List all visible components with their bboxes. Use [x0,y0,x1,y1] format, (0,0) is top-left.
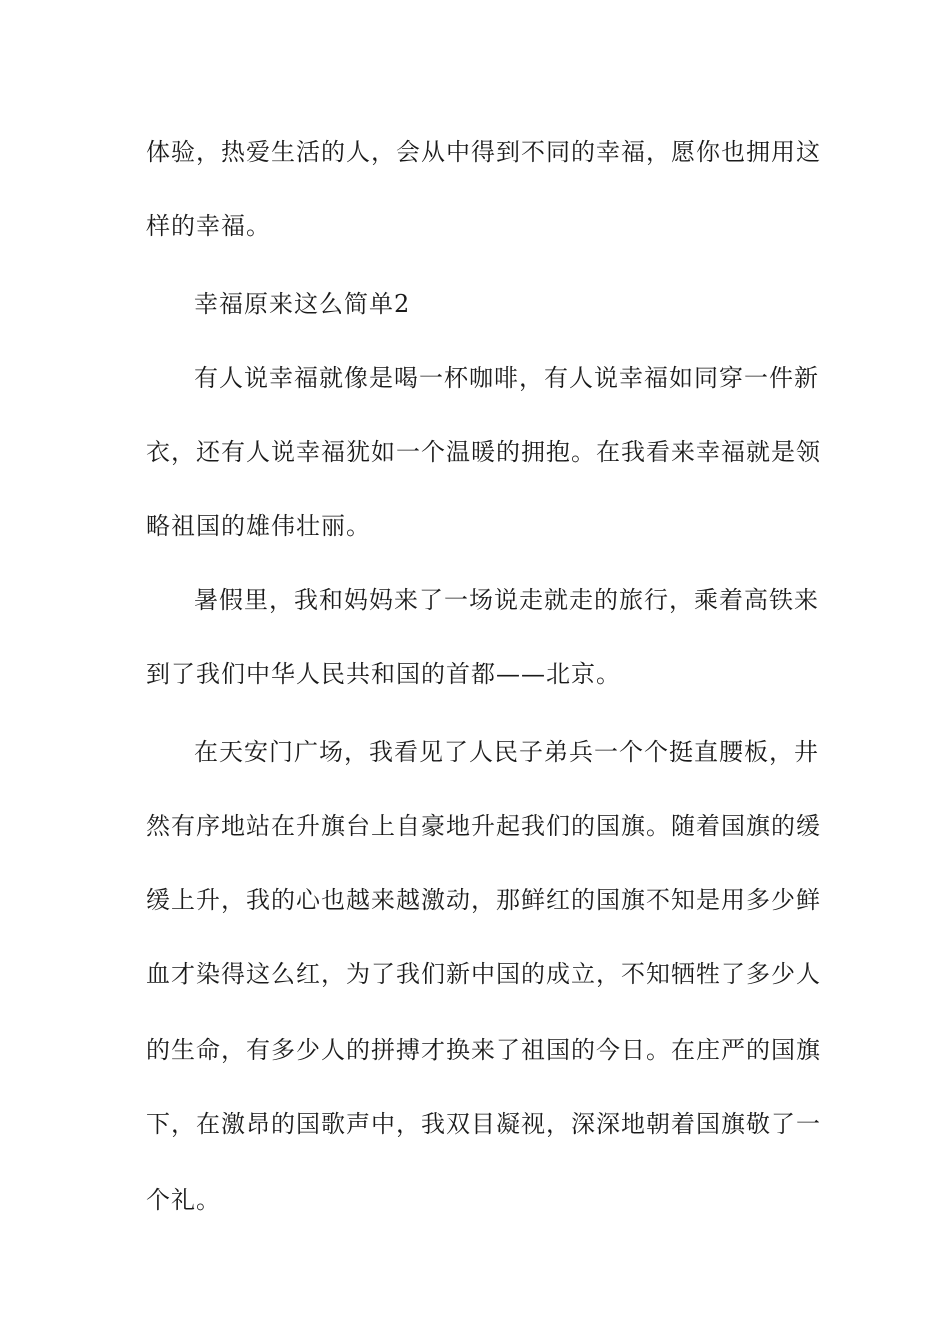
text-line: 体验，热爱生活的人，会从中得到不同的幸福，愿你也拥用这 [146,138,821,166]
text-line: 个礼。 [146,1186,221,1214]
text-line: 在天安门广场，我看见了人民子弟兵一个个挺直腰板，井 [194,738,819,766]
section-heading: 幸福原来这么简单2 [194,290,411,318]
text-line: 下，在激昂的国歌声中，我双目凝视，深深地朝着国旗敬了一 [146,1110,821,1138]
text-line: 血才染得这么红，为了我们新中国的成立，不知牺牲了多少人 [146,960,821,988]
text-line: 略祖国的雄伟壮丽。 [146,512,371,540]
text-line: 暑假里，我和妈妈来了一场说走就走的旅行，乘着高铁来 [194,586,819,614]
text-line: 缓上升，我的心也越来越激动，那鲜红的国旗不知是用多少鲜 [146,886,821,914]
text-line: 到了我们中华人民共和国的首都——北京。 [146,660,621,688]
text-line: 的生命，有多少人的拼搏才换来了祖国的今日。在庄严的国旗 [146,1036,821,1064]
text-line: 有人说幸福就像是喝一杯咖啡，有人说幸福如同穿一件新 [194,364,819,392]
text-line: 样的幸福。 [146,212,271,240]
text-line: 然有序地站在升旗台上自豪地升起我们的国旗。随着国旗的缓 [146,812,821,840]
text-line: 衣，还有人说幸福犹如一个温暖的拥抱。在我看来幸福就是领 [146,438,821,466]
